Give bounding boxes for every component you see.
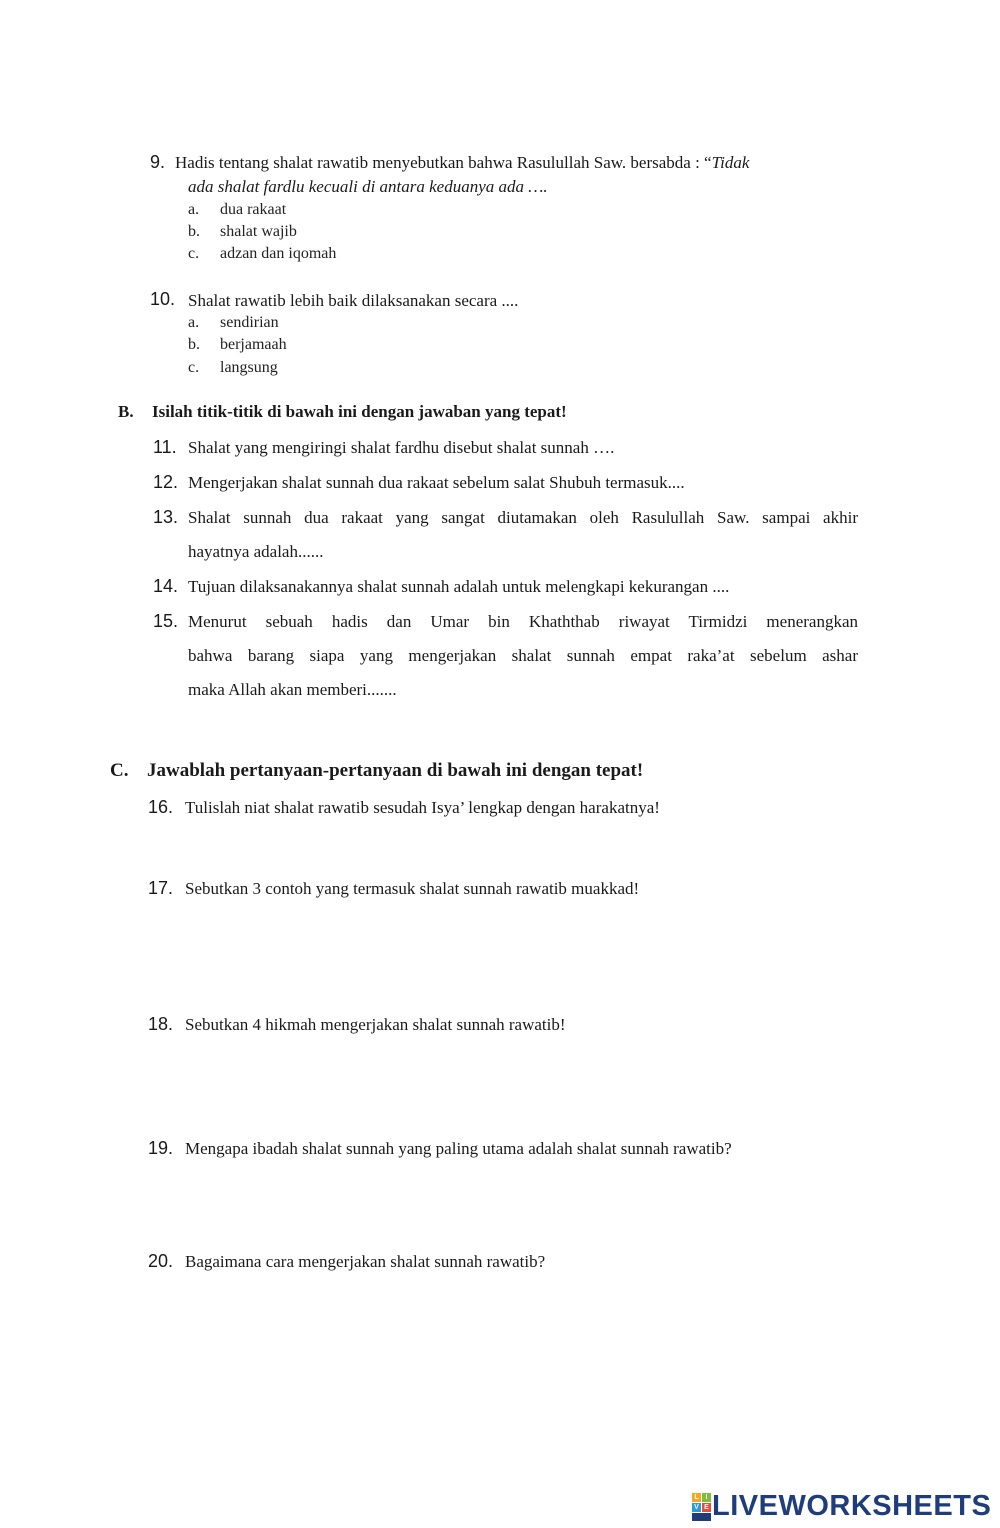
question-number: 10. — [150, 289, 176, 309]
logo-text: LIVEWORKSHEETS — [712, 1489, 992, 1522]
question-text: Shalat rawatib lebih baik dilaksanakan secara .... — [188, 291, 519, 310]
question-12-text: Mengerjakan shalat sunnah dua rakaat sebelum salat Shubuh termasuk.... — [188, 473, 685, 492]
option-c[interactable]: c. langsung — [188, 359, 278, 376]
question-number: 20. — [148, 1251, 174, 1271]
question-number: 18. — [148, 1014, 174, 1034]
question-number: 9. — [150, 152, 166, 172]
question-number: 11. — [153, 437, 177, 457]
option-c[interactable]: c. adzan dan iqomah — [188, 245, 337, 262]
section-label: B. — [118, 402, 134, 421]
question-11-text: Shalat yang mengiringi shalat fardhu disebut shalat sunnah …. — [188, 438, 615, 457]
question-number: 17. — [148, 878, 174, 898]
question-number: 19. — [148, 1138, 174, 1158]
question-text: Hadis tentang shalat rawatib menyebutkan bahwa Rasulullah Saw. bersabda : “Tidak — [175, 153, 750, 172]
question-19-text: Mengapa ibadah shalat sunnah yang paling utama adalah shalat sunnah rawatib? — [185, 1139, 732, 1158]
section-label: C. — [110, 760, 129, 781]
liveworksheets-logo[interactable] — [692, 1489, 991, 1523]
liveworksheets-logo-icon: L I V E — [692, 1493, 710, 1519]
question-16-text: Tulislah niat shalat rawatib sesudah Isya’ lengkap dengan harakatnya! — [185, 798, 660, 817]
question-13-text-continued: hayatnya adalah...... — [188, 542, 324, 561]
question-14-text: Tujuan dilaksanakannya shalat sunnah adalah untuk melengkapi kekurangan .... — [188, 577, 730, 596]
question-15-text-continued: bahwa barang siapa yang mengerjakan shalat sunnah empat raka’at sebelum ashar — [188, 646, 858, 665]
question-number: 13. — [153, 507, 179, 527]
question-20-text: Bagaimana cara mengerjakan shalat sunnah rawatib? — [185, 1252, 546, 1271]
option-a[interactable]: a. dua rakaat — [188, 201, 287, 218]
question-number: 12. — [153, 472, 179, 492]
question-number: 15. — [153, 611, 179, 631]
question-17-text: Sebutkan 3 contoh yang termasuk shalat sunnah rawatib muakkad! — [185, 879, 640, 898]
question-15-text-continued: maka Allah akan memberi....... — [188, 680, 397, 699]
option-a[interactable]: a. sendirian — [188, 314, 279, 331]
question-15-text: Menurut sebuah hadis dan Umar bin Khaththab riwayat Tirmidzi menerangkan — [188, 612, 858, 631]
question-13-text: Shalat sunnah dua rakaat yang sangat diutamakan oleh Rasulullah Saw. sampai akhir — [188, 508, 858, 527]
option-b[interactable]: b. berjamaah — [188, 336, 287, 353]
question-18-text: Sebutkan 4 hikmah mengerjakan shalat sunnah rawatib! — [185, 1015, 566, 1034]
section-heading: Jawablah pertanyaan-pertanyaan di bawah ini dengan tepat! — [147, 760, 644, 781]
question-text-continued: ada shalat fardlu kecuali di antara keduanya ada …. — [188, 177, 548, 196]
question-number: 14. — [153, 576, 179, 596]
question-number: 16. — [148, 797, 174, 817]
section-heading: Isilah titik-titik di bawah ini dengan jawaban yang tepat! — [152, 402, 567, 421]
option-b[interactable]: b. shalat wajib — [188, 223, 297, 240]
